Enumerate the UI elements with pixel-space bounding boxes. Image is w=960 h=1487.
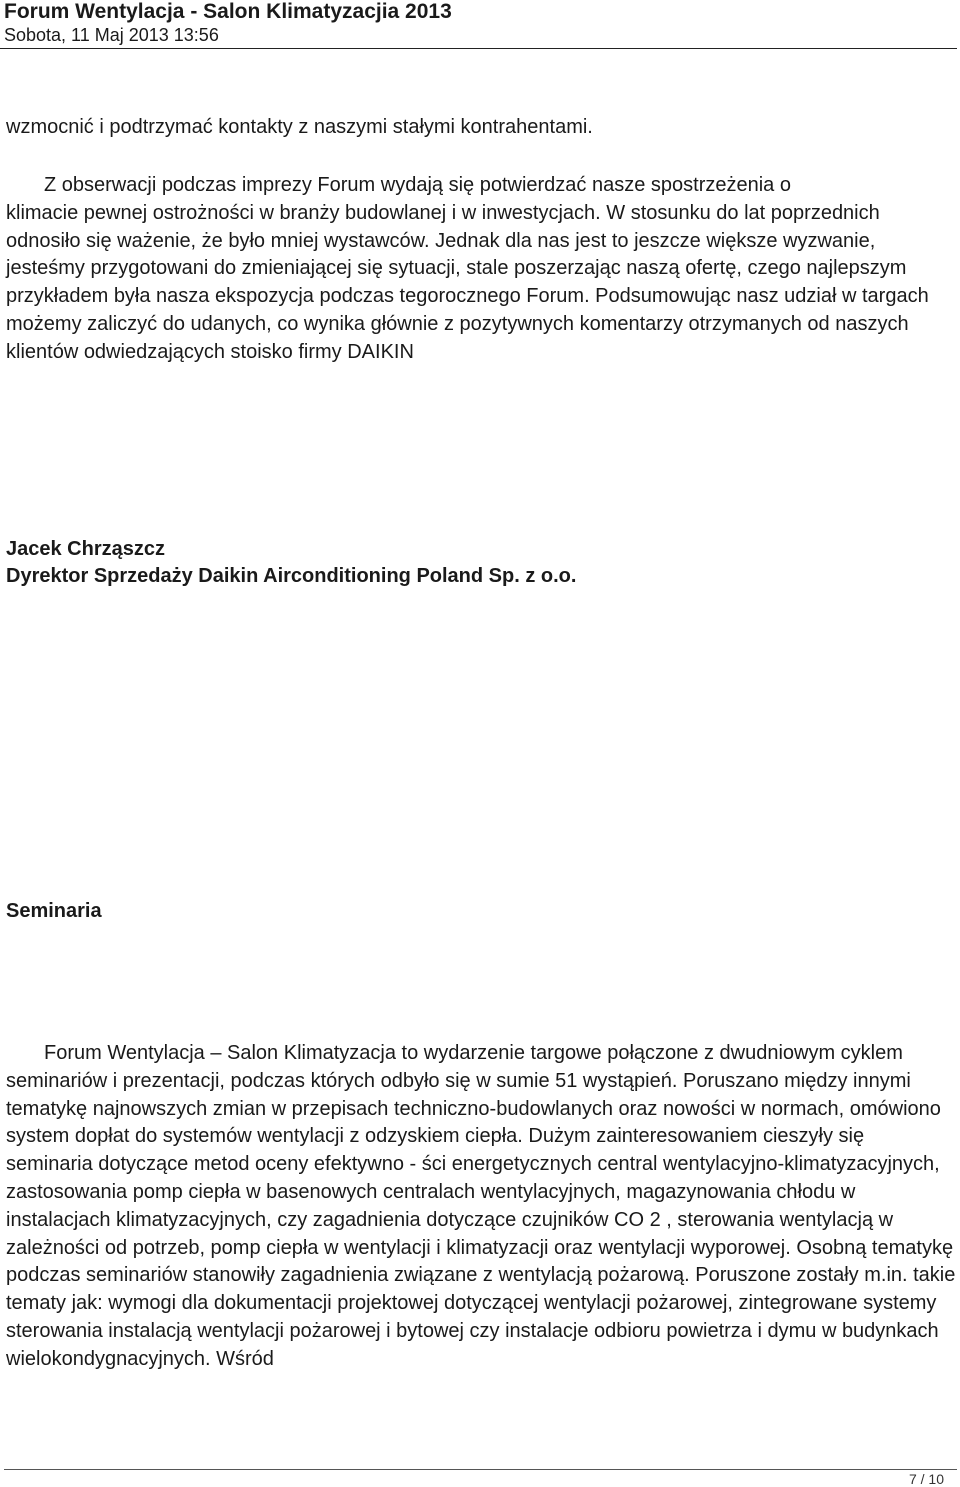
seminars-paragraph [6, 1040, 956, 1374]
section-heading-seminaria: Seminaria [6, 900, 102, 922]
signature-title: Dyrektor Sprzedaży Daikin Airconditioning Poland Sp. z o.o. [6, 565, 577, 587]
paragraph-2-body: klimacie pewnej ostrożności w branży budowlanej i w inwestycjach. W stosunku do lat poprzednich odnosiło się ważenie, że było mniej wystawców. Jednak dla nas jest to jeszcze większe wyzwanie, jesteśmy przygotowani do zmieniającej się sytuacji, stale poszerzając naszą ofertę, czego najlepszym przykładem była nasza ekspozycja podczas tegorocznego Forum. Podsumowując nasz udział w targach możemy zaliczyć do udanych, co wynika głównie z pozytywnych komentarzy otrzymanych od naszych klientów odwiedzających stoisko firmy DAIKIN [6, 201, 929, 363]
article-paragraph-2 [6, 172, 956, 367]
page-number: 7 / 10 [908, 1471, 944, 1487]
page-header [4, 0, 954, 46]
seminars-paragraph-text: Forum Wentylacja – Salon Klimatyzacja to wydarzenie targowe połączone z dwudniowym cyklem seminariów i prezentacji, podczas których odbyło się w sumie 51 wystąpień. Poruszano między innymi tematykę najnowszych zmian w przepisach techniczno-budowlanych oraz nowości w normach, omówiono system dopłat do systemów wentylacji z odzyskiem ciepła. Dużym zainteresowaniem cieszyły się seminaria dotyczące metod oceny efektywno - ści energetycznych central wentylacyjno-klimatyzacyjnych, zastosowania pomp ciepła w basenowych centralach wentylacyjnych, magazynowania chłodu w instalacjach klimatyzacyjnych, czy zagadnienia dotyczące czujników CO 2 , sterowania wentylacją w zależności od potrzeb, pomp ciepła w wentylacji i klimatyzacji oraz wentylacji wyporowej. Osobną tematykę podczas seminariów stanowiły zagadnienia związane z wentylacją pożarową. Poruszone zostały m.in. takie tematy jak: wymogi dla dokumentacji projektowej dotyczącej wentylacji pożarowej, zintegrowane systemy sterowania instalacją wentylacji pożarowej i bytowej czy instalacje odbioru powietrza i dymu w budynkach wielokondygnacyjnych. Wśród [6, 1042, 956, 1370]
article-paragraph-1: wzmocnić i podtrzymać kontakty z naszymi stałymi kontrahentami. [6, 116, 593, 138]
footer-divider [4, 1469, 957, 1470]
header-divider [0, 48, 957, 49]
document-date: Sobota, 11 Maj 2013 13:56 [4, 25, 219, 45]
signature-name: Jacek Chrząszcz [6, 538, 165, 560]
document-title: Forum Wentylacja - Salon Klimatyzacjia 2013 [4, 0, 452, 23]
paragraph-2-first-line: Z obserwacji podczas imprezy Forum wydają się potwierdzać nasze spostrzeżenia o [44, 174, 791, 196]
